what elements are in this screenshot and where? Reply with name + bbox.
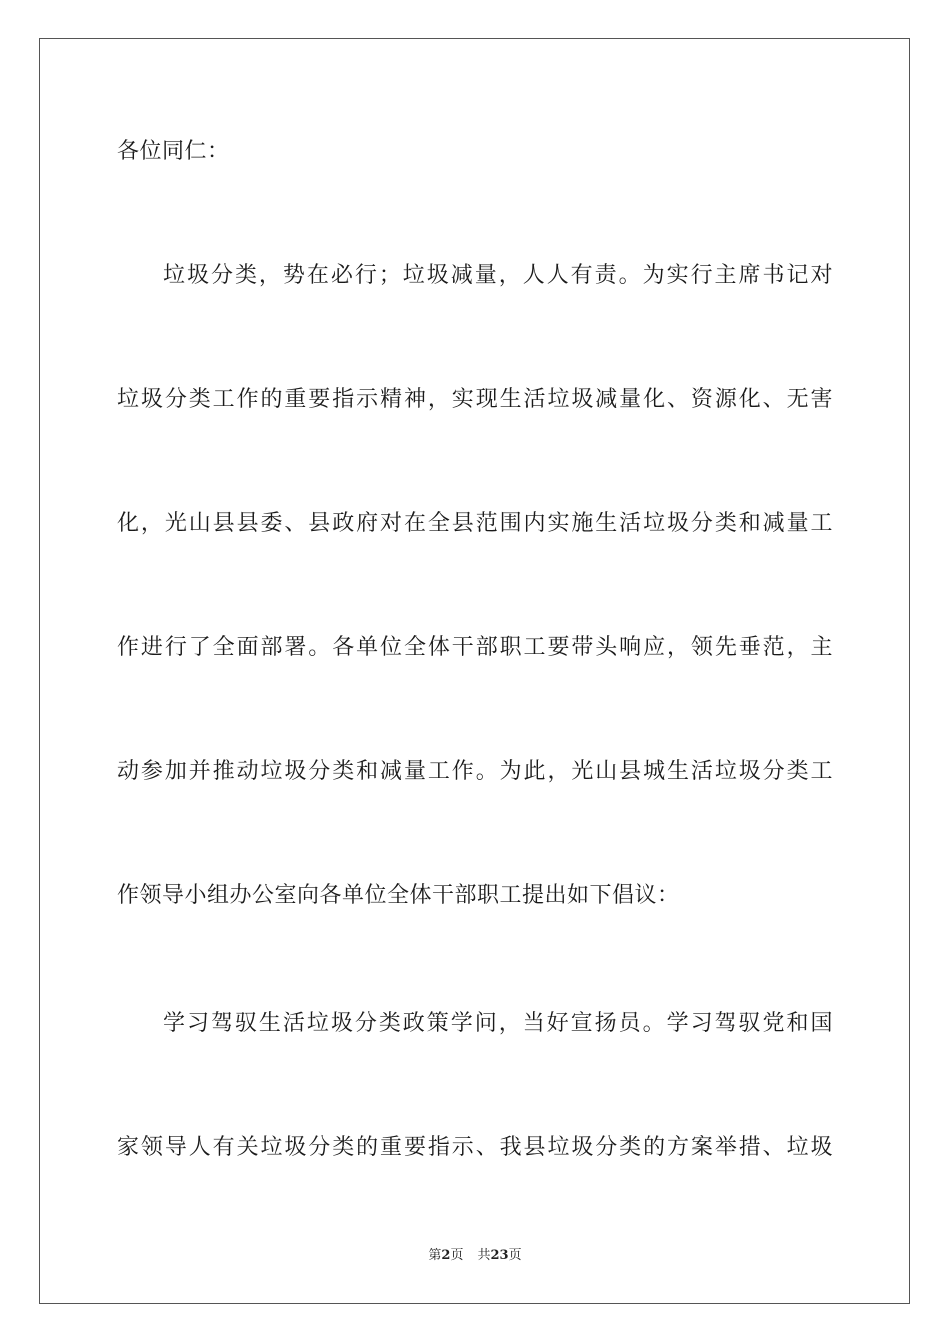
paragraph-1-line-5: 动参加并推动垃圾分类和减量工作。为此，光山县城生活垃圾分类工 [117, 759, 833, 784]
paragraph-1-line-3: 化，光山县县委、县政府对在全县范围内实施生活垃圾分类和减量工 [117, 511, 833, 536]
page-border [39, 38, 910, 1304]
page-footer [0, 1247, 950, 1265]
page-total: 共23页 [477, 1248, 522, 1263]
paragraph-1-line-2: 垃圾分类工作的重要指示精神，实现生活垃圾减量化、资源化、无害 [117, 387, 833, 412]
paragraph-2-line-2: 家领导人有关垃圾分类的重要指示、我县垃圾分类的方案举措、垃圾 [117, 1135, 833, 1160]
paragraph-1-line-6: 作领导小组办公室向各单位全体干部职工提出如下倡议： [117, 883, 680, 908]
paragraph-2-line-1: 学习驾驭生活垃圾分类政策学问，当好宣扬员。学习驾驭党和国 [163, 1011, 833, 1036]
salutation: 各位同仁： [117, 139, 230, 164]
page-number: 第2页 [428, 1248, 464, 1263]
paragraph-1-line-1: 垃圾分类，势在必行；垃圾减量，人人有责。为实行主席书记对 [163, 263, 833, 288]
paragraph-1-line-4: 作进行了全面部署。各单位全体干部职工要带头响应，领先垂范，主 [117, 635, 833, 660]
